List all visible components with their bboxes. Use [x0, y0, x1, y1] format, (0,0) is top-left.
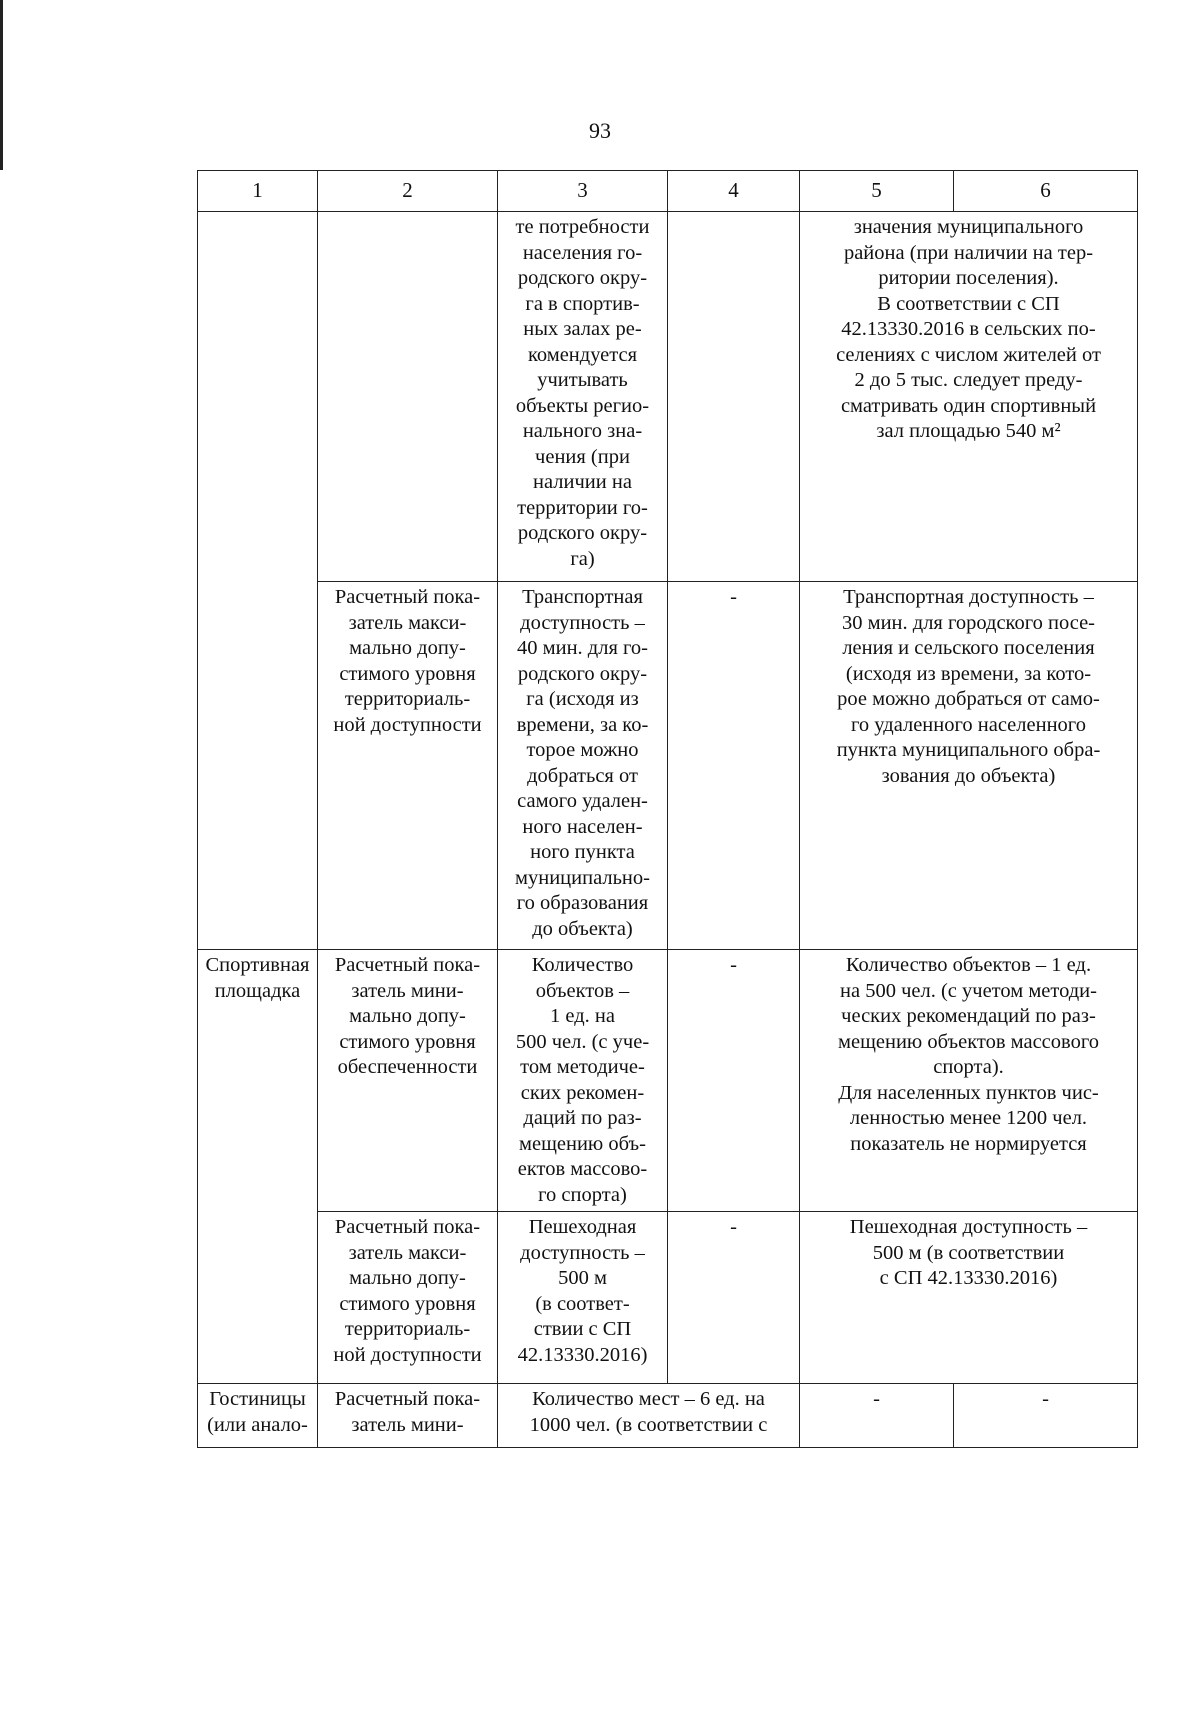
indicator-cell: Расчетный пока- затель мини- мально допу- стимого уровня обеспеченности — [318, 950, 498, 1212]
justification-cell: Количество объектов – 1 ед. на 500 чел. (с учетом методи- ческих рекомендаций по раз- мещению объектов массового спорта). Для населенных пунктов чис- ленностью менее 1200 чел. показатель не нормируется — [800, 950, 1138, 1212]
note-cell: - — [668, 582, 800, 950]
object-name-cell — [198, 212, 318, 950]
note-cell — [668, 212, 800, 582]
table-row — [198, 1212, 1138, 1384]
justification-cell: Пешеходная доступность – 500 м (в соответствии с СП 42.13330.2016) — [800, 1212, 1138, 1384]
value-cell: Количество объектов – 1 ед. на 500 чел. (с уче- том методиче- ских рекомен- даций по раз- мещению объ- ектов массово- го спорта) — [498, 950, 668, 1212]
page-number: 93 — [589, 118, 611, 143]
table-header-row — [198, 171, 1138, 212]
extra-cell: - — [954, 1384, 1138, 1448]
justification-cell: Транспортная доступность – 30 мин. для городского посе- ления и сельского поселения (исходя из времени, за кото- рое можно добраться от само- го удаленного населенного пункта муниципального обра- зования до объекта) — [800, 582, 1138, 950]
justification-cell: - — [800, 1384, 954, 1448]
indicator-cell: Расчетный пока- затель макси- мально допу- стимого уровня территориаль- ной доступности — [318, 582, 498, 950]
value-cell: те потребности населения го- родского окру- га в спортив- ных залах ре- комендуется учитывать объекты регио- нального зна- чения (при наличии на территории го- родского окру- га) — [498, 212, 668, 582]
header-col-1: 1 — [198, 171, 318, 212]
indicator-cell: Расчетный пока- затель макси- мально допу- стимого уровня территориаль- ной доступности — [318, 1212, 498, 1384]
indicator-cell — [318, 212, 498, 582]
header-col-2: 2 — [318, 171, 498, 212]
value-cell: Пешеходная доступность – 500 м (в соответ- ствии с СП 42.13330.2016) — [498, 1212, 668, 1384]
justification-cell: значения муниципального района (при наличии на тер- ритории поселения). В соответствии с СП 42.13330.2016 в сельских по- селениях с числом жителей от 2 до 5 тыс. следует преду- сматривать один спортивный зал площадью 540 м² — [800, 212, 1138, 582]
value-cell: Транспортная доступность – 40 мин. для го- родского окру- га (исходя из времени, за ко- торое можно добраться от самого удален- ного населен- ного пункта муниципально- го образования до объекта) — [498, 582, 668, 950]
note-cell: - — [668, 1212, 800, 1384]
scan-edge-mark — [0, 0, 3, 170]
note-cell: - — [668, 950, 800, 1212]
header-col-3: 3 — [498, 171, 668, 212]
table-row — [198, 950, 1138, 1212]
value-cell: Количество мест – 6 ед. на 1000 чел. (в соответствии с — [498, 1384, 800, 1448]
object-name-cell: Спортивная площадка — [198, 950, 318, 1384]
header-col-5: 5 — [800, 171, 954, 212]
header-col-4: 4 — [668, 171, 800, 212]
header-col-6: 6 — [954, 171, 1138, 212]
norms-table — [197, 170, 1138, 1448]
table-row — [198, 1384, 1138, 1448]
table-row — [198, 212, 1138, 582]
object-name-cell: Гостиницы (или анало- — [198, 1384, 318, 1448]
indicator-cell: Расчетный пока- затель мини- — [318, 1384, 498, 1448]
table-row — [198, 582, 1138, 950]
